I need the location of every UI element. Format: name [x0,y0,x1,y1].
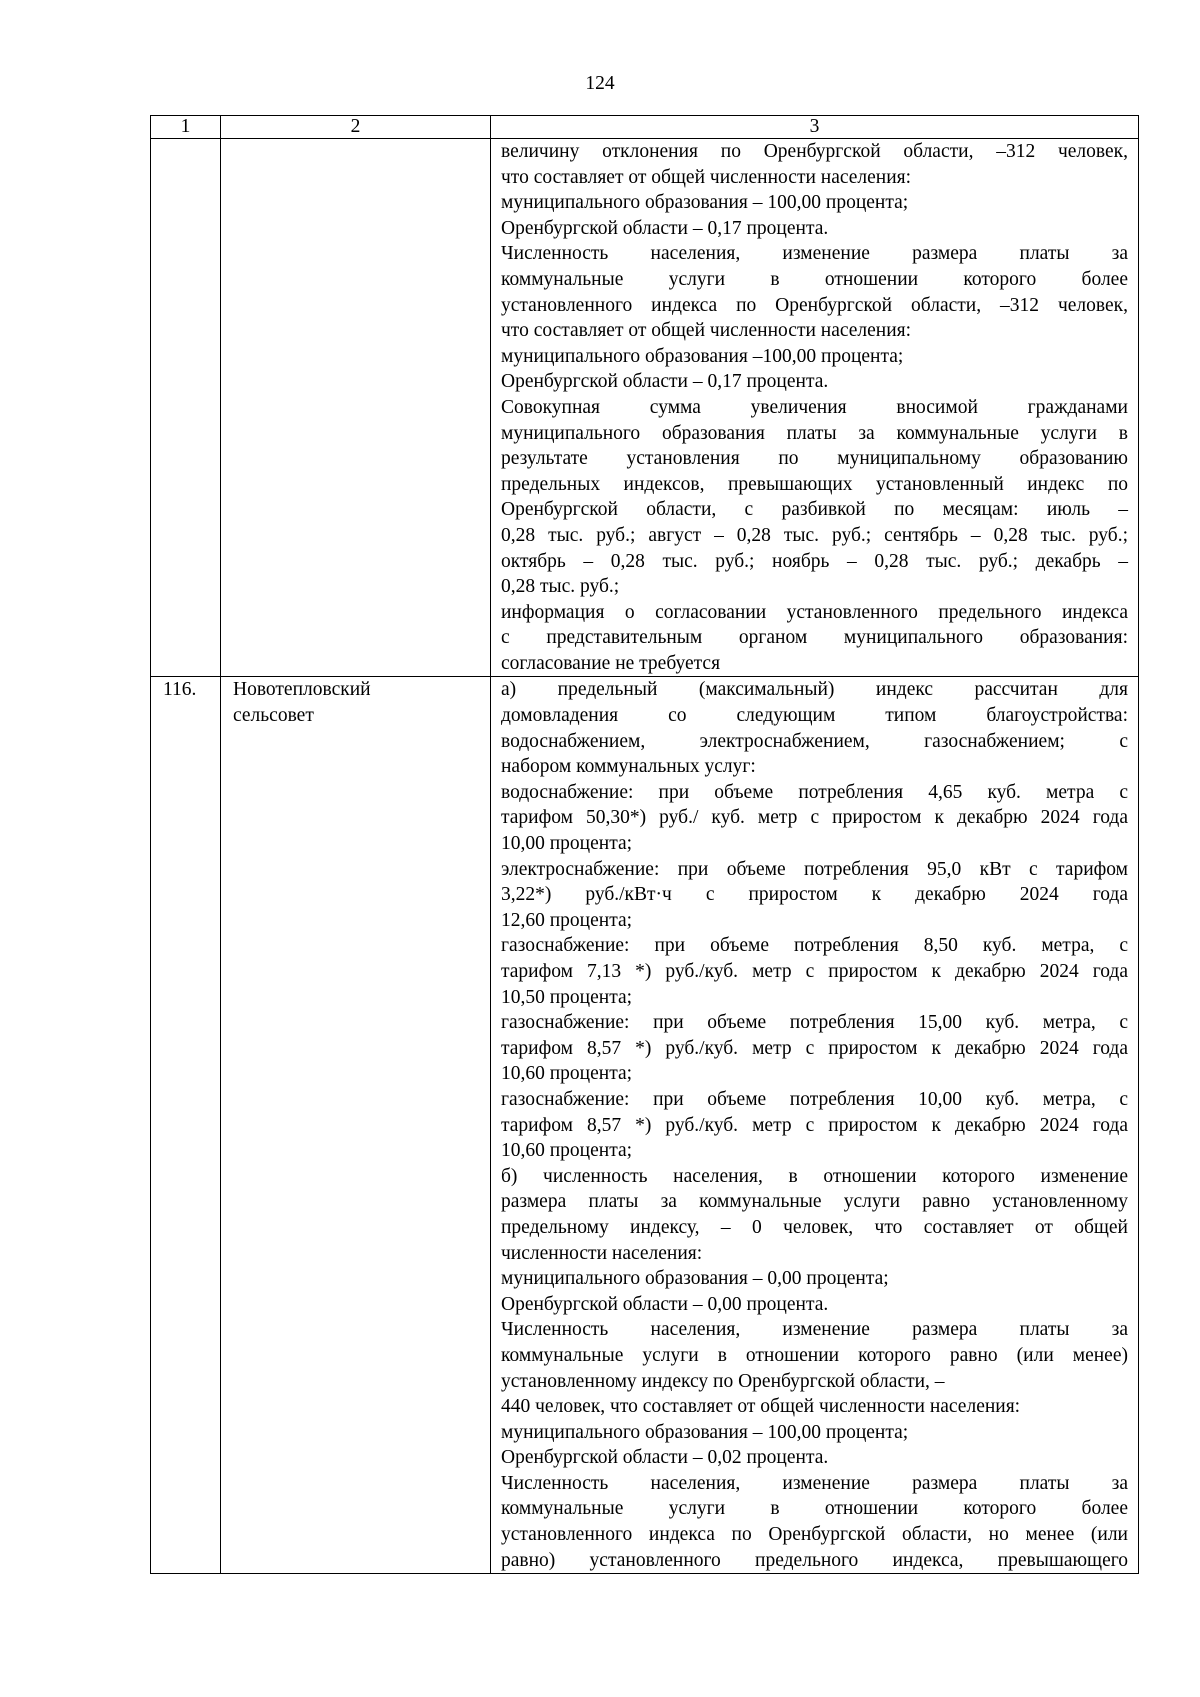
text-line: что составляет от общей численности населения: [501,320,912,342]
municipality-name-line-2: сельсовет [233,705,314,727]
text-line: установленного индекса по Оренбургской области, но менее (или [501,1524,1128,1546]
text-line: 3,22*) руб./кВт·ч с приростом к декабрю 2024 года [501,884,1128,906]
text-line: электроснабжение: при объеме потребления 95,0 кВт с тарифом [501,858,1128,880]
text-line: размера платы за коммунальные услуги равно установленному [501,1191,1128,1213]
text-line: Численность населения, изменение размера платы за [501,243,1128,265]
text-line: тарифом 8,57 *) руб./куб. метр с приростом к декабрю 2024 года [501,1037,1128,1059]
text-line: Оренбургской области – 0,00 процента. [501,1293,829,1315]
text-line: тарифом 7,13 *) руб./куб. метр с приростом к декабрю 2024 года [501,961,1128,982]
text-line: 10,60 процента; [501,1140,633,1162]
header-col-3: 3 [491,116,1139,139]
text-line: Оренбургской области – 0,02 процента. [501,1447,829,1469]
text-line: установленного индекса по Оренбургской области, –312 человек, [501,294,1128,316]
text-line: тарифом 8,57 *) руб./куб. метр с приростом к декабрю 2024 года [501,1114,1128,1136]
text-line: 10,00 процента; [501,833,633,855]
text-line: результате установления по муниципальному образованию [501,448,1128,470]
text-line: водоснабжением, электроснабжением, газоснабжением; с [501,730,1128,752]
text-line: газоснабжение: при объеме потребления 15,00 куб. метра, с [501,1012,1128,1034]
text-line: тарифом 50,30*) руб./ куб. метр с приростом к декабрю 2024 года [501,807,1128,829]
text-line: 10,60 процента; [501,1063,633,1085]
row-name-cell [221,139,491,677]
table-header-row [151,116,1139,139]
text-line: б) численность населения, в отношении которого изменение [501,1165,1128,1187]
table-row-continuation [151,139,1139,677]
text-line: набором коммунальных услуг: [501,756,756,778]
text-line: установленному индексу по Оренбургской области, – [501,1370,945,1392]
text-line: с представительным органом муниципального образования: [501,627,1128,649]
text-line: коммунальные услуги в отношении которого более [501,268,1128,290]
continuation-text [501,139,1128,676]
text-line: равно) установленного предельного индекса, превышающего [501,1549,1128,1571]
text-line: коммунальные услуги в отношении которого равно (или менее) [501,1344,1128,1366]
text-line: численности населения: [501,1242,703,1264]
text-line: коммунальные услуги в отношении которого более [501,1498,1128,1520]
text-line: домовладения со следующим типом благоустройства: [501,705,1128,727]
text-line: Оренбургской области – 0,17 процента. [501,217,829,239]
text-line: 10,50 процента; [501,986,633,1008]
header-col-2: 2 [221,116,491,139]
text-line: Численность населения, изменение размера платы за [501,1319,1128,1341]
row-name-cell [221,677,491,1574]
text-line: Численность населения, изменение размера платы за [501,1472,1128,1494]
text-line: Совокупная сумма увеличения вносимой гражданами [501,396,1128,418]
row-number: 116. [163,679,197,701]
text-line: информация о согласовании установленного предельного индекса [501,601,1128,623]
text-line: согласование не требуется [501,652,721,674]
row-number-cell [151,139,221,677]
text-line: Оренбургской области – 0,17 процента. [501,371,829,393]
text-line: 0,28 тыс. руб.; август – 0,28 тыс. руб.; сентябрь – 0,28 тыс. руб.; [501,524,1128,546]
document-table [150,115,1139,1574]
text-line: Оренбургской области, с разбивкой по месяцам: июль – [501,499,1128,521]
text-line: газоснабжение: при объеме потребления 10,00 куб. метра, с [501,1088,1128,1110]
row-116-text [501,677,1128,1573]
row-number-cell [151,677,221,1574]
page-number: 124 [585,73,615,94]
text-line: газоснабжение: при объеме потребления 8,50 куб. метра, с [501,935,1128,957]
text-line: водоснабжение: при объеме потребления 4,65 куб. метра с [501,781,1128,803]
text-line: величину отклонения по Оренбургской области, –312 человек, [501,141,1128,162]
table-row-116 [151,677,1139,1574]
row-text-cell [491,139,1139,677]
text-line: что составляет от общей численности населения: [501,166,912,188]
text-line: 12,60 процента; [501,909,633,931]
text-line: муниципального образования –100,00 процента; [501,345,904,367]
text-line: муниципального образования – 0,00 процента; [501,1268,889,1290]
row-text-cell [491,677,1139,1574]
text-line: муниципального образования – 100,00 процента; [501,192,909,214]
text-line: октябрь – 0,28 тыс. руб.; ноябрь – 0,28 тыс. руб.; декабрь – [501,550,1128,572]
text-line: 0,28 тыс. руб.; [501,576,620,598]
text-line: муниципального образования – 100,00 процента; [501,1421,909,1443]
municipality-name-line-1: Новотепловский [233,679,371,701]
text-line: 440 человек, что составляет от общей численности населения: [501,1396,1021,1418]
text-line: а) предельный (максимальный) индекс рассчитан для [501,679,1128,701]
text-line: предельных индексов, превышающих установленный индекс по [501,473,1128,495]
text-line: муниципального образования платы за коммунальные услуги в [501,422,1128,444]
header-col-1: 1 [151,116,221,139]
text-line: предельному индексу, – 0 человек, что составляет от общей [501,1216,1128,1238]
